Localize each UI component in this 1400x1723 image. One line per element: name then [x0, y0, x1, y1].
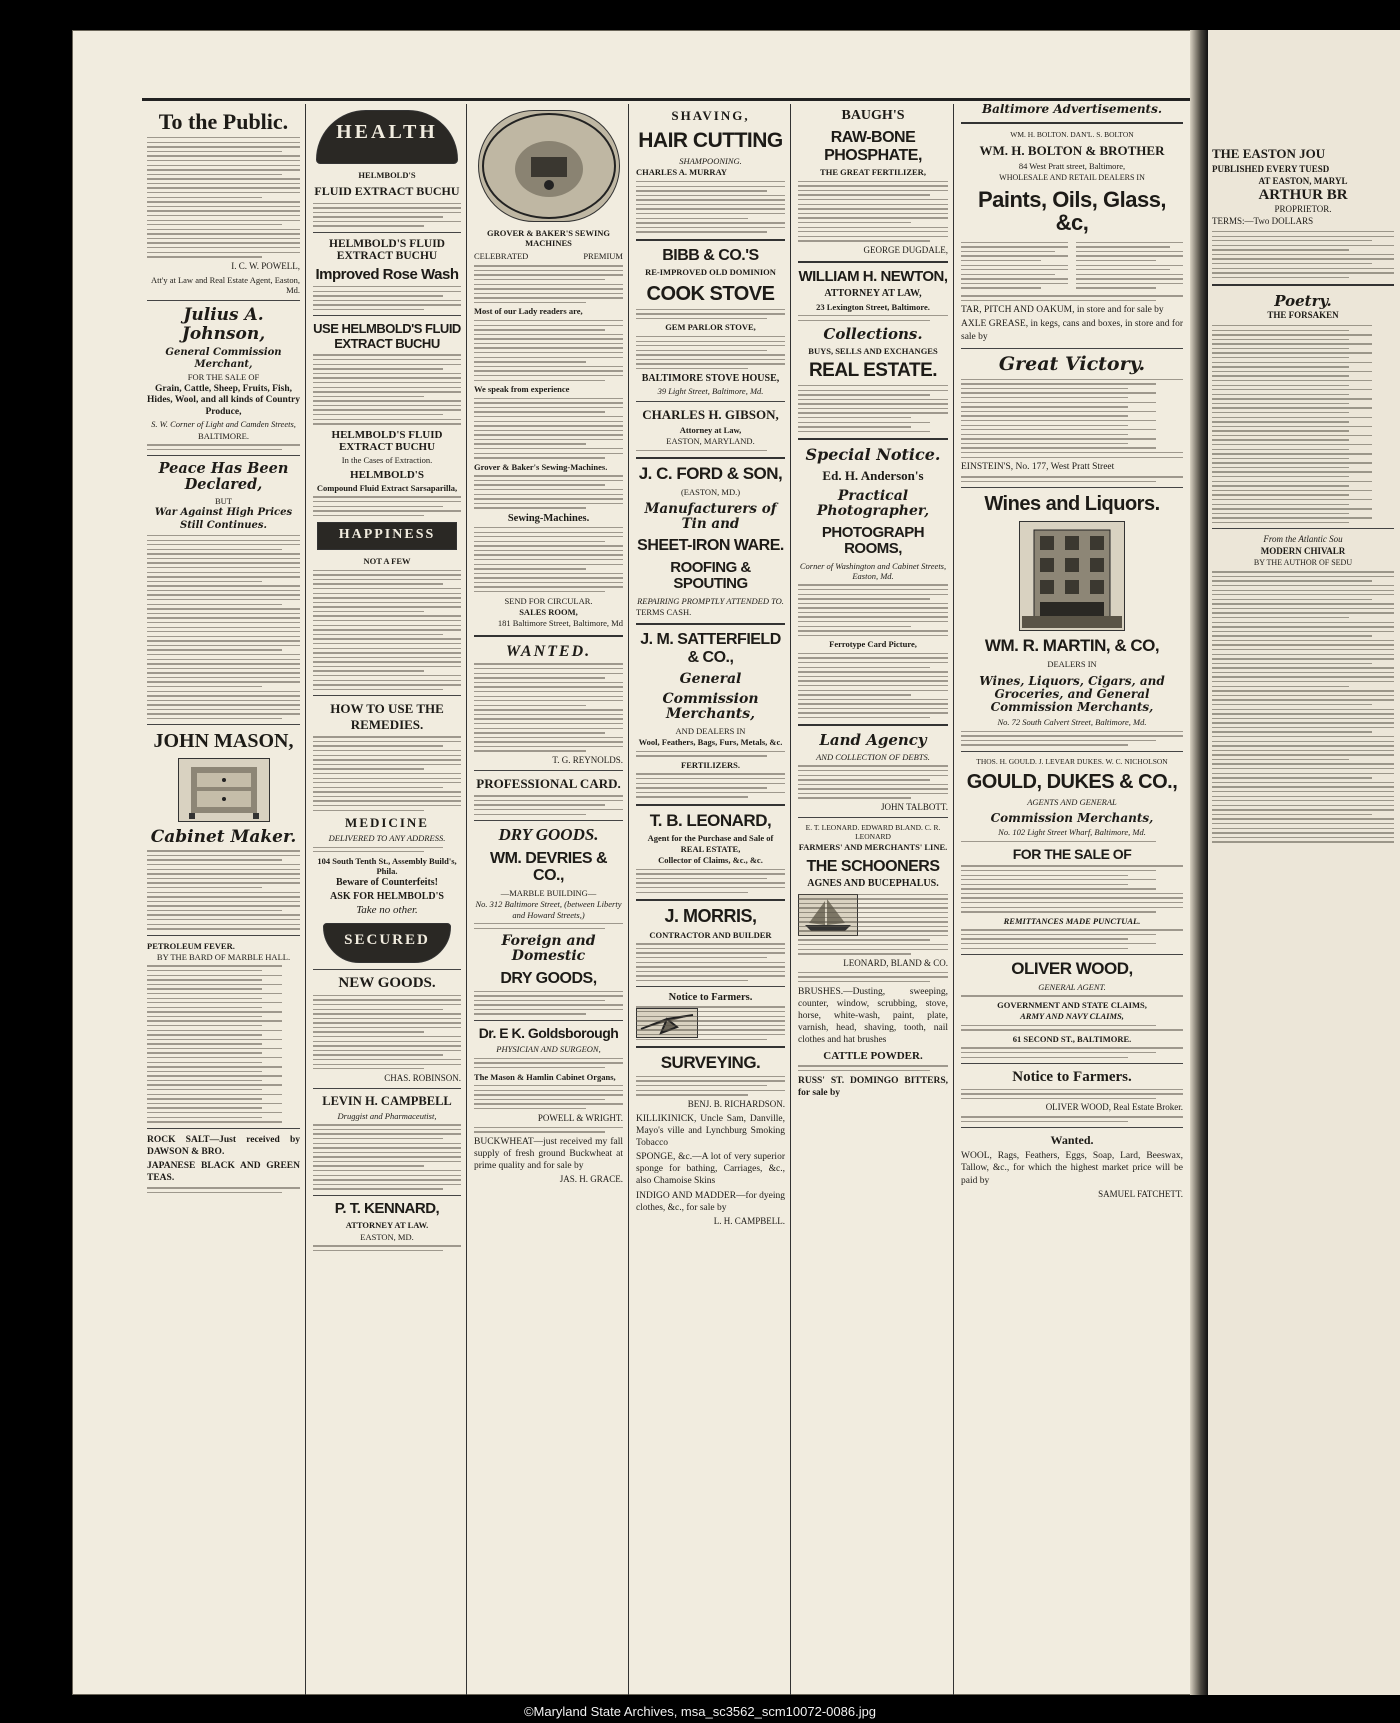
wines-liquors: Wines and Liquors. [984, 493, 1160, 516]
morris-title: CONTRACTOR AND BUILDER [649, 929, 772, 940]
buckwheat-note: BUCKWHEAT—just received my fall supply of fresh ground Buckwheat at prime quality and for sale by [474, 1136, 623, 1172]
russ-bitters: RUSS' ST. DOMINGO BITTERS, for sale by [798, 1075, 948, 1098]
to-public-signer-title: Att'y at Law and Real Estate Agent, Easton, Md. [150, 274, 300, 296]
column-4 [631, 104, 790, 1699]
ford-name: J. C. FORD & SON, [638, 464, 783, 484]
special-notice: Special Notice. [805, 445, 941, 465]
land-agency: Land Agency [819, 731, 927, 750]
oliver-title: GENERAL AGENT. [1038, 981, 1106, 992]
sewing-head: Sewing-Machines. [507, 512, 590, 524]
remittances: REMITTANCES MADE PUNCTUAL. [1003, 915, 1141, 926]
mason-name: JOHN MASON, [153, 730, 294, 753]
bolton-partners: WM. H. BOLTON. DAN'L. S. BOLTON [1010, 130, 1134, 139]
not-a-few: NOT A FEW [363, 556, 411, 567]
campbell-title: Druggist and Pharmaceutist, [337, 1110, 437, 1121]
gibson-place: EASTON, MARYLAND. [666, 436, 755, 447]
repairing: REPAIRING PROMPTLY ATTENDED TO. [637, 595, 784, 606]
tar-pitch: TAR, PITCH AND OAKUM, in store and for sale by [961, 305, 1164, 316]
einstein: EINSTEIN'S, No. 177, West Pratt Street [961, 462, 1115, 473]
johnson-address: S. W. Corner of Light and Camden Streets, [151, 419, 296, 430]
baltimore-ads: Baltimore Advertisements. [981, 104, 1163, 116]
poetry-heading: Poetry. [1274, 292, 1332, 311]
land-agency-sub: AND COLLECTION OF DEBTS. [816, 751, 930, 762]
stove-house: BALTIMORE STOVE HOUSE, [641, 372, 780, 384]
archive-caption: ©Maryland State Archives, msa_sc3562_scm10072-0086.jpg [523, 1704, 877, 1719]
grover-baker-title: GROVER & BAKER'S SEWING MACHINES [486, 228, 611, 249]
anderson-address: Corner of Washington and Cabinet Streets, Easton, Md. [799, 560, 947, 581]
grover-head2: Grover & Baker's Sewing-Machines. [474, 461, 608, 472]
how-to-use: HOW TO USE THE REMEDIES. [330, 701, 444, 733]
fever-sub: BY THE BARD OF MARBLE HALL. [156, 951, 291, 962]
gould-agents: AGENTS AND GENERAL [1027, 796, 1117, 807]
photograph-rooms: PHOTOGRAPH ROOMS, [821, 523, 925, 558]
send-circular: SEND FOR CIRCULAR. [504, 595, 593, 606]
goldsborough-title: PHYSICIAN AND SURGEON, [496, 1044, 601, 1055]
column-1 [142, 104, 305, 1699]
page-gutter [1190, 30, 1208, 1695]
wanted-signer-6: SAMUEL FATCHETT. [1098, 1188, 1183, 1199]
buys-sells: BUYS, SELLS AND EXCHANGES [808, 345, 938, 356]
fever-title: PETROLEUM FEVER. [147, 940, 235, 951]
professional-card: PROFESSIONAL CARD. [476, 776, 621, 792]
journal-proprietor: PROPRIETOR. [1274, 204, 1332, 215]
grace-signer: JAS. H. GRACE. [559, 1174, 623, 1185]
martin-address: No. 72 South Calvert Street, Baltimore, Md. [997, 717, 1147, 728]
japan-tea-note: JAPANESE BLACK AND GREEN TEAS. [147, 1160, 300, 1183]
in-cases: In the Cases of Extraction. [341, 454, 433, 465]
helmbold-fluid-2: HELMBOLD'S FLUID EXTRACT BUCHU [329, 237, 445, 262]
goldsborough-name: Dr. E K. Goldsborough [478, 1024, 619, 1041]
reimproved: RE-IMPROVED OLD DOMINION [645, 267, 776, 278]
martin-dealers: DEALERS IN [1047, 659, 1097, 670]
journal-title: THE EASTON JOU [1212, 146, 1326, 161]
cook-stove: COOK STOVE [646, 282, 775, 305]
column-3 [469, 104, 628, 1699]
happiness-banner: HAPPINESS [317, 522, 457, 550]
satterfield-general: General [679, 670, 742, 687]
peace-but: BUT [215, 496, 232, 507]
oliver-name: OLIVER WOOD, [1011, 958, 1133, 978]
ford-manufacturers: Manufacturers of Tin and [644, 501, 777, 533]
great-victory: Great Victory. [998, 352, 1146, 375]
ferrotype: Ferrotype Card Picture, [829, 639, 917, 650]
satterfield-goods: Wool, Feathers, Bags, Furs, Metals, &c. [638, 737, 783, 748]
dry-goods-2: DRY GOODS, [500, 969, 597, 987]
to-public-signer: I. C. W. POWELL, [231, 260, 300, 271]
stove-address: 39 Light Street, Baltimore, Md. [657, 385, 764, 396]
masthead-rule [142, 98, 1190, 101]
gibson-name: CHARLES H. GIBSON, [642, 407, 779, 423]
leonard-name: T. B. LEONARD, [649, 810, 772, 830]
morris-name: J. MORRIS, [664, 905, 757, 926]
notice-farmers-6: Notice to Farmers. [1012, 1068, 1132, 1085]
new-goods-heading: NEW GOODS. [338, 975, 436, 992]
devries-address: No. 312 Baltimore Street, (between Liberty and Howard Streets,) [475, 899, 622, 920]
depot-address: 104 South Tenth St., Assembly Build's, Phila. [317, 855, 457, 877]
richardson: BENJ. B. RICHARDSON. [687, 1098, 785, 1109]
story-title: MODERN CHIVALR [1260, 545, 1346, 556]
fertilizers: FERTILIZERS. [681, 759, 740, 770]
gould-commission: Commission Merchants, [990, 811, 1154, 826]
terms-cash: TERMS CASH. [636, 607, 692, 618]
baughs: BAUGH'S [841, 108, 905, 123]
satterfield-name: J. M. SATTERFIELD & CO., [640, 631, 781, 667]
army-navy: ARMY AND NAVY CLAIMS, [1020, 1011, 1124, 1022]
johnson-goods: Grain, Cattle, Sheep, Fruits, Fish, Hides, Wool, and all kinds of Country Produce, [147, 383, 300, 417]
bolton-name: WM. H. BOLTON & BROTHER [979, 143, 1165, 159]
salt-note: ROCK SALT—Just received by DAWSON & BRO. [147, 1134, 300, 1157]
hair-cutting-heading: HAIR CUTTING [638, 129, 783, 152]
shaving-heading: SHAVING, [671, 108, 750, 123]
indigo-signer: L. H. CAMPBELL. [713, 1215, 785, 1226]
axle-grease: AXLE GREASE, in kegs, cans and boxes, in store and for sale by [961, 319, 1183, 342]
sheet-iron: SHEET-IRON WARE. [637, 537, 784, 555]
leonard-claims: Collector of Claims, &c., &c. [658, 855, 763, 866]
peace-heading: Peace Has Been Declared, [158, 460, 289, 494]
shampooing: SHAMPOONING. [679, 156, 742, 167]
journal-publisher: ARTHUR BR [1258, 187, 1348, 204]
medicine-heading: MEDICINE [345, 814, 429, 830]
grover-celebrated: CELEBRATED [474, 250, 529, 261]
johnson-sub: FOR THE SALE OF [187, 372, 260, 383]
kennard-name: P. T. KENNARD, [334, 1199, 440, 1217]
column-6 [956, 104, 1188, 1699]
anderson-name: Ed. H. Anderson's [822, 467, 924, 483]
collections: Collections. [823, 325, 923, 344]
satterfield-commission: Commission Merchants, [662, 691, 759, 723]
cattle-powder: CATTLE POWDER. [823, 1050, 923, 1063]
compound-sarsaparilla: Compound Fluid Extract Sarsaparilla, [316, 482, 458, 493]
phosphate: RAW-BONE PHOSPHATE, [824, 129, 922, 164]
gould-address: No. 102 Light Street Wharf, Baltimore, Md. [998, 827, 1146, 838]
secured-banner: SECURED [323, 923, 451, 963]
bibb-name: BIBB & CO.'S [662, 246, 759, 264]
marble-building: —MARBLE BUILDING— [500, 887, 597, 898]
martin-goods: Wines, Liquors, Cigars, and Groceries, and General Commission Merchants, [979, 673, 1165, 714]
murray-name: CHARLES A. MURRAY [636, 167, 728, 178]
newton-title: ATTORNEY AT LAW, [824, 288, 922, 300]
journal-published: PUBLISHED EVERY TUESD [1212, 164, 1330, 174]
beware-counterfeits: Beware of Counterfeits! [335, 877, 438, 889]
health-badge: HEALTH [316, 110, 458, 164]
dugdale: GEORGE DUGDALE, [863, 244, 948, 255]
ford-place: (EASTON, MD.) [680, 487, 741, 498]
johnson-title: General Commission Merchant, [165, 346, 282, 370]
indigo: INDIGO AND MADDER—for dyeing clothes, &c., for sale by [636, 1190, 785, 1213]
mason-hamlin: The Mason & Hamlin Cabinet Organs, [474, 1071, 616, 1082]
fluid-extract-heading: FLUID EXTRACT BUCHU [314, 184, 460, 199]
helmbold-small: HELMBOLD'S [358, 170, 416, 180]
gould-name: GOULD, DUKES & CO., [966, 770, 1178, 793]
bolton-wholesale: WHOLESALE AND RETAIL DEALERS IN [999, 172, 1145, 182]
story-author: BY THE AUTHOR OF SEDU [1253, 557, 1353, 567]
sales-room: SALES ROOM, [519, 606, 578, 617]
talbott: JOHN TALBOTT. [881, 802, 948, 813]
roofing: ROOFING & SPOUTING [670, 558, 751, 593]
farmers-line: FARMERS' AND MERCHANTS' LINE. [798, 842, 948, 853]
rose-wash: Improved Rose Wash [315, 265, 459, 283]
cabinet-illustration [178, 758, 270, 822]
killikinick: KILLIKINICK, Uncle Sam, Danville, Mayo's ville and Lynchburg Smoking Tobacco [636, 1113, 785, 1148]
gem-parlor: GEM PARLOR STOVE, [665, 322, 756, 333]
second-street: 61 SECOND ST., BALTIMORE. [1012, 1033, 1132, 1044]
gould-names: THOS. H. GOULD. J. LEVEAR DUKES. W. C. NICHOLSON [976, 756, 1168, 766]
martin-name: WM. R. MARTIN, & CO, [984, 636, 1160, 656]
journal-terms: TERMS:—Two DOLLARS [1212, 216, 1314, 227]
powell-wright: POWELL & WRIGHT. [537, 1112, 623, 1123]
foreign-domestic: Foreign and Domestic [501, 933, 596, 965]
new-goods-signer: CHAS. ROBINSON. [384, 1072, 461, 1083]
for-sale-of: FOR THE SALE OF [1012, 846, 1132, 863]
grover-premium: PREMIUM [583, 250, 623, 261]
oliver-broker: OLIVER WOOD, Real Estate Broker. [1045, 1102, 1183, 1113]
agnes-bucephalus: AGNES AND BUCEPHALUS. [807, 878, 939, 890]
leonard-agent: Agent for the Purchase and Sale of REAL ESTATE, [647, 833, 774, 854]
satterfield-dealers: AND DEALERS IN [675, 725, 746, 736]
use-helmbold: USE HELMBOLD'S FLUID EXTRACT BUCHU [313, 321, 461, 352]
sales-address: 181 Baltimore Street, Baltimore, Md [497, 618, 623, 629]
brushes: BRUSHES.—Dusting, sweeping, counter, window, scrubbing, stove, horse, white-wash, paint, plate, varnish, head, shaving, tooth, nail clothes and hat brushes [798, 986, 948, 1046]
lady-readers: Most of our Lady readers are, [474, 306, 583, 317]
wanted-heading: WANTED. [505, 642, 592, 660]
notice-farmers-4: Notice to Farmers. [668, 992, 753, 1004]
wanted-signer: T. G. REYNOLDS. [552, 755, 623, 766]
newton-name: WILLIAM H. NEWTON, [798, 267, 948, 285]
johnson-name: Julius A. Johnson, [181, 305, 266, 345]
kennard-title: ATTORNEY AT LAW. [345, 1220, 429, 1231]
devries-name: WM. DEVRIES & CO., [489, 849, 608, 885]
wanted-6: Wanted. [1050, 1133, 1094, 1148]
ask-for-helmbold: ASK FOR HELMBOLD'S [330, 890, 444, 902]
dry-goods-heading: DRY GOODS. [498, 824, 599, 844]
bolton-address: 84 West Pratt street, Baltimore, [1018, 161, 1126, 172]
martin-building-illustration [1019, 521, 1125, 631]
schooners: THE SCHOONERS [806, 857, 940, 875]
real-estate: REAL ESTATE. [808, 359, 938, 381]
sponge: SPONGE, &c.—A lot of very superior sponge for bathing, Carriages, &c., also Chamoise Skins [636, 1152, 785, 1187]
surveying: SURVEYING. [660, 1052, 761, 1072]
we-speak: We speak from experience [474, 384, 570, 395]
practical-photographer: Practical Photographer, [816, 487, 930, 520]
govt-claims: GOVERNMENT AND STATE CLAIMS, [997, 999, 1147, 1010]
to-public-heading: To the Public. [158, 109, 289, 134]
column-2 [308, 104, 466, 1699]
delivered-address: DELIVERED TO ANY ADDRESS. [328, 832, 446, 843]
mason-title: Cabinet Maker. [150, 827, 297, 848]
journal-location: AT EASTON, MARYL [1258, 175, 1348, 186]
helmbold-compound-brand: HELMBOLD'S [350, 468, 424, 481]
helmbold-genuine: HELMBOLD'S FLUID EXTRACT BUCHU [331, 428, 443, 453]
great-fertilizer: THE GREAT FERTILIZER, [820, 167, 926, 178]
peace-sub: War Against High Prices Still Continues. [154, 507, 293, 531]
kennard-place: EASTON, MD. [360, 1231, 414, 1242]
gibson-title: Attorney at Law, [679, 425, 742, 436]
johnson-city: BALTIMORE. [198, 430, 249, 441]
line-signer: LEONARD, BLAND & CO. [843, 957, 948, 968]
paints-oils: Paints, Oils, Glass, &c, [977, 187, 1167, 236]
facing-page [1208, 30, 1400, 1695]
line-names: E. T. LEONARD. EDWARD BLAND. C. R. LEONARD [805, 823, 941, 842]
wanted-text: WOOL, Rags, Feathers, Eggs, Soap, Lard, Beeswax, Tallow, &c., for which the highest market price will be paid by [961, 1151, 1183, 1186]
grover-baker-emblem [478, 110, 620, 222]
campbell-name: LEVIN H. CAMPBELL [322, 1093, 452, 1108]
story-source: From the Atlantic Sou [1263, 534, 1343, 545]
take-no-other: Take no other. [356, 903, 418, 916]
poem-title: THE FORSAKEN [1267, 310, 1339, 321]
column-5 [793, 104, 953, 1699]
newton-address: 23 Lexington Street, Baltimore. [816, 301, 930, 312]
